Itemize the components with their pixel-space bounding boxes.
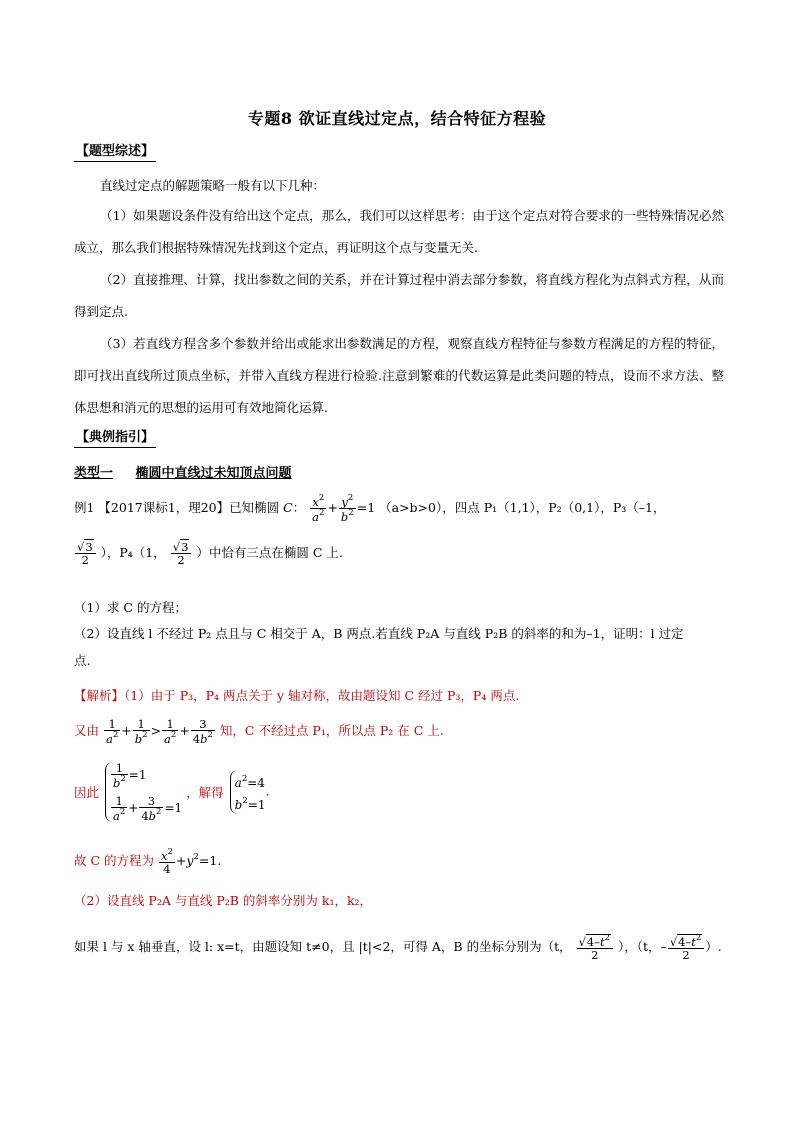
- intro-text: 直线过定点的解题策略一般有以下几种：: [100, 178, 326, 193]
- solution-values: $a^2=4$ $b^2=1$: [230, 770, 266, 814]
- solution-step-1: （1）由于 P₃，P₄ 两点关于 y 轴对称，故由题设知 C 经过 P₃，P₄ 两点.: [124, 688, 520, 703]
- solution-step-4b: =1.: [198, 853, 222, 869]
- solution-line-5: （2）设直线 P₂A 与直线 P₂B 的斜率分别为 k₁，k₂，: [74, 893, 373, 908]
- sqrt3-over-2-a: $\frac{√3}{2}$: [75, 541, 96, 566]
- strategy-paragraph-1: （1）如果题设条件没有给出这个定点，那么，我们可以这样思考：由于这个定点对符合要求的一些特殊情况必然成立，那么我们根据特殊情况先找到这个定点，再证明这个点与变量无关.: [74, 208, 724, 255]
- solution-step-2b: 知，C 不经过点 P₁，所以点 P₂ 在 C 上.: [219, 723, 444, 739]
- question-1: （1）求 C 的方程；: [74, 600, 187, 615]
- page-title: 专题8 欲证直线过定点，结合特征方程验: [247, 109, 547, 128]
- type-heading: [74, 462, 292, 481]
- example-prefix: 例1 【2017课标1，理20】已知椭圆: [74, 500, 280, 516]
- type-label: 类型一: [74, 466, 114, 481]
- coord-fraction-positive: $\frac{√4-t^2}{2}$: [577, 934, 613, 961]
- solution-line-4: [74, 848, 221, 875]
- solution-step-3b: ，解得: [186, 785, 224, 801]
- example-line-1: 例1 【2017课标1，理20】已知椭圆 C： $\frac{x^2}{a^2}$ + $\frac{y^2}{b^2}$ =1 （a>b>0），四点 P₁（1,1），P₂（0,1），P₃（–1，: [74, 493, 666, 525]
- sqrt3-over-2-b: $\frac{√3}{2}$: [171, 541, 192, 566]
- example-condition: （a>b>0），四点: [379, 500, 480, 516]
- ellipse-equation: $\frac{x^2}{4}$ $+y^2$: [161, 847, 199, 877]
- solution-line-1: [74, 686, 519, 704]
- solution-step-3a: 因此: [74, 785, 100, 801]
- example-line-2: [74, 541, 343, 566]
- ellipse-y-term: $\frac{y^2}{b^2}$: [340, 493, 354, 525]
- solution-step-6a: 如果 l 与 x 轴垂直，设 l: x=t，由题设知 t≠0，且 |t|<2，可得 A，B 的坐标分别为（t，: [74, 939, 572, 955]
- question-2-line-2: 点.: [74, 653, 91, 668]
- type-title: 椭圆中直线过未知顶点问题: [135, 466, 292, 481]
- strategy-paragraph-2: （2）直接推理、计算，找出参数之间的关系，并在计算过程中消去部分参数，将直线方程化为点斜式方程，从而得到定点.: [74, 272, 724, 319]
- example-points-1: P₁（1,1），P₂（0,1），P₃（–1，: [483, 500, 666, 516]
- solution-step-6b: ），（t，–: [618, 939, 667, 955]
- equation-system: $\frac{1}{b^2}$ =1 $\frac{1}{a^2}$ + $\frac{3}{4b^2}$ =1: [105, 762, 182, 822]
- example-points-2b: ）中恰有三点在椭圆 C 上.: [196, 545, 343, 561]
- strategy-paragraph-3: （3）若直线方程含多个参数并给出或能求出参数满足的方程，观察直线方程特征与参数方程满足的方程的特征，即可找出直线所过顶点坐标，并带入直线方程进行检验.注意到繁难的代数运算是此类问题的特点，设而不求方法、整体思想和消元的思想的运用可有效地简化运算.: [74, 336, 724, 415]
- solution-line-2: [74, 718, 444, 745]
- ellipse-x-term: $\frac{x^2}{a^2}$: [312, 493, 325, 525]
- question-2-line-1: （2）设直线 l 不经过 P₂ 点且与 C 相交于 A，B 两点.若直线 P₂A 与直线 P₂B 的斜率的和为–1，证明：l 过定: [74, 626, 684, 641]
- section-heading-examples: 【典例指引】: [74, 430, 156, 448]
- section-heading-overview: 【题型综述】: [74, 144, 156, 162]
- inequality-expression: $\frac{1}{a^2}$ + $\frac{1}{b^2}$ > $\frac{1}{a^2}$ + $\frac{3}{4b^2}$: [106, 717, 213, 747]
- example-points-2a: ），P₄（1，: [100, 545, 166, 561]
- solution-line-3: 因此 $\frac{1}{b^2}$ =1 $\frac{1}{a^2}$ + $\frac{3}{4b^2}$ =1 ，解得 $a^2=4$ $b^2=1$ .: [74, 761, 270, 824]
- solution-label: 【解析】: [74, 688, 125, 703]
- curve-name: C: [283, 500, 293, 516]
- coord-fraction-negative: $\frac{√4-t^2}{2}$: [668, 934, 704, 961]
- solution-line-6: [74, 934, 722, 961]
- solution-step-4a: 故 C 的方程为: [74, 853, 155, 869]
- solution-step-2a: 又由: [74, 723, 100, 739]
- solution-step-6c: ）.: [705, 939, 722, 955]
